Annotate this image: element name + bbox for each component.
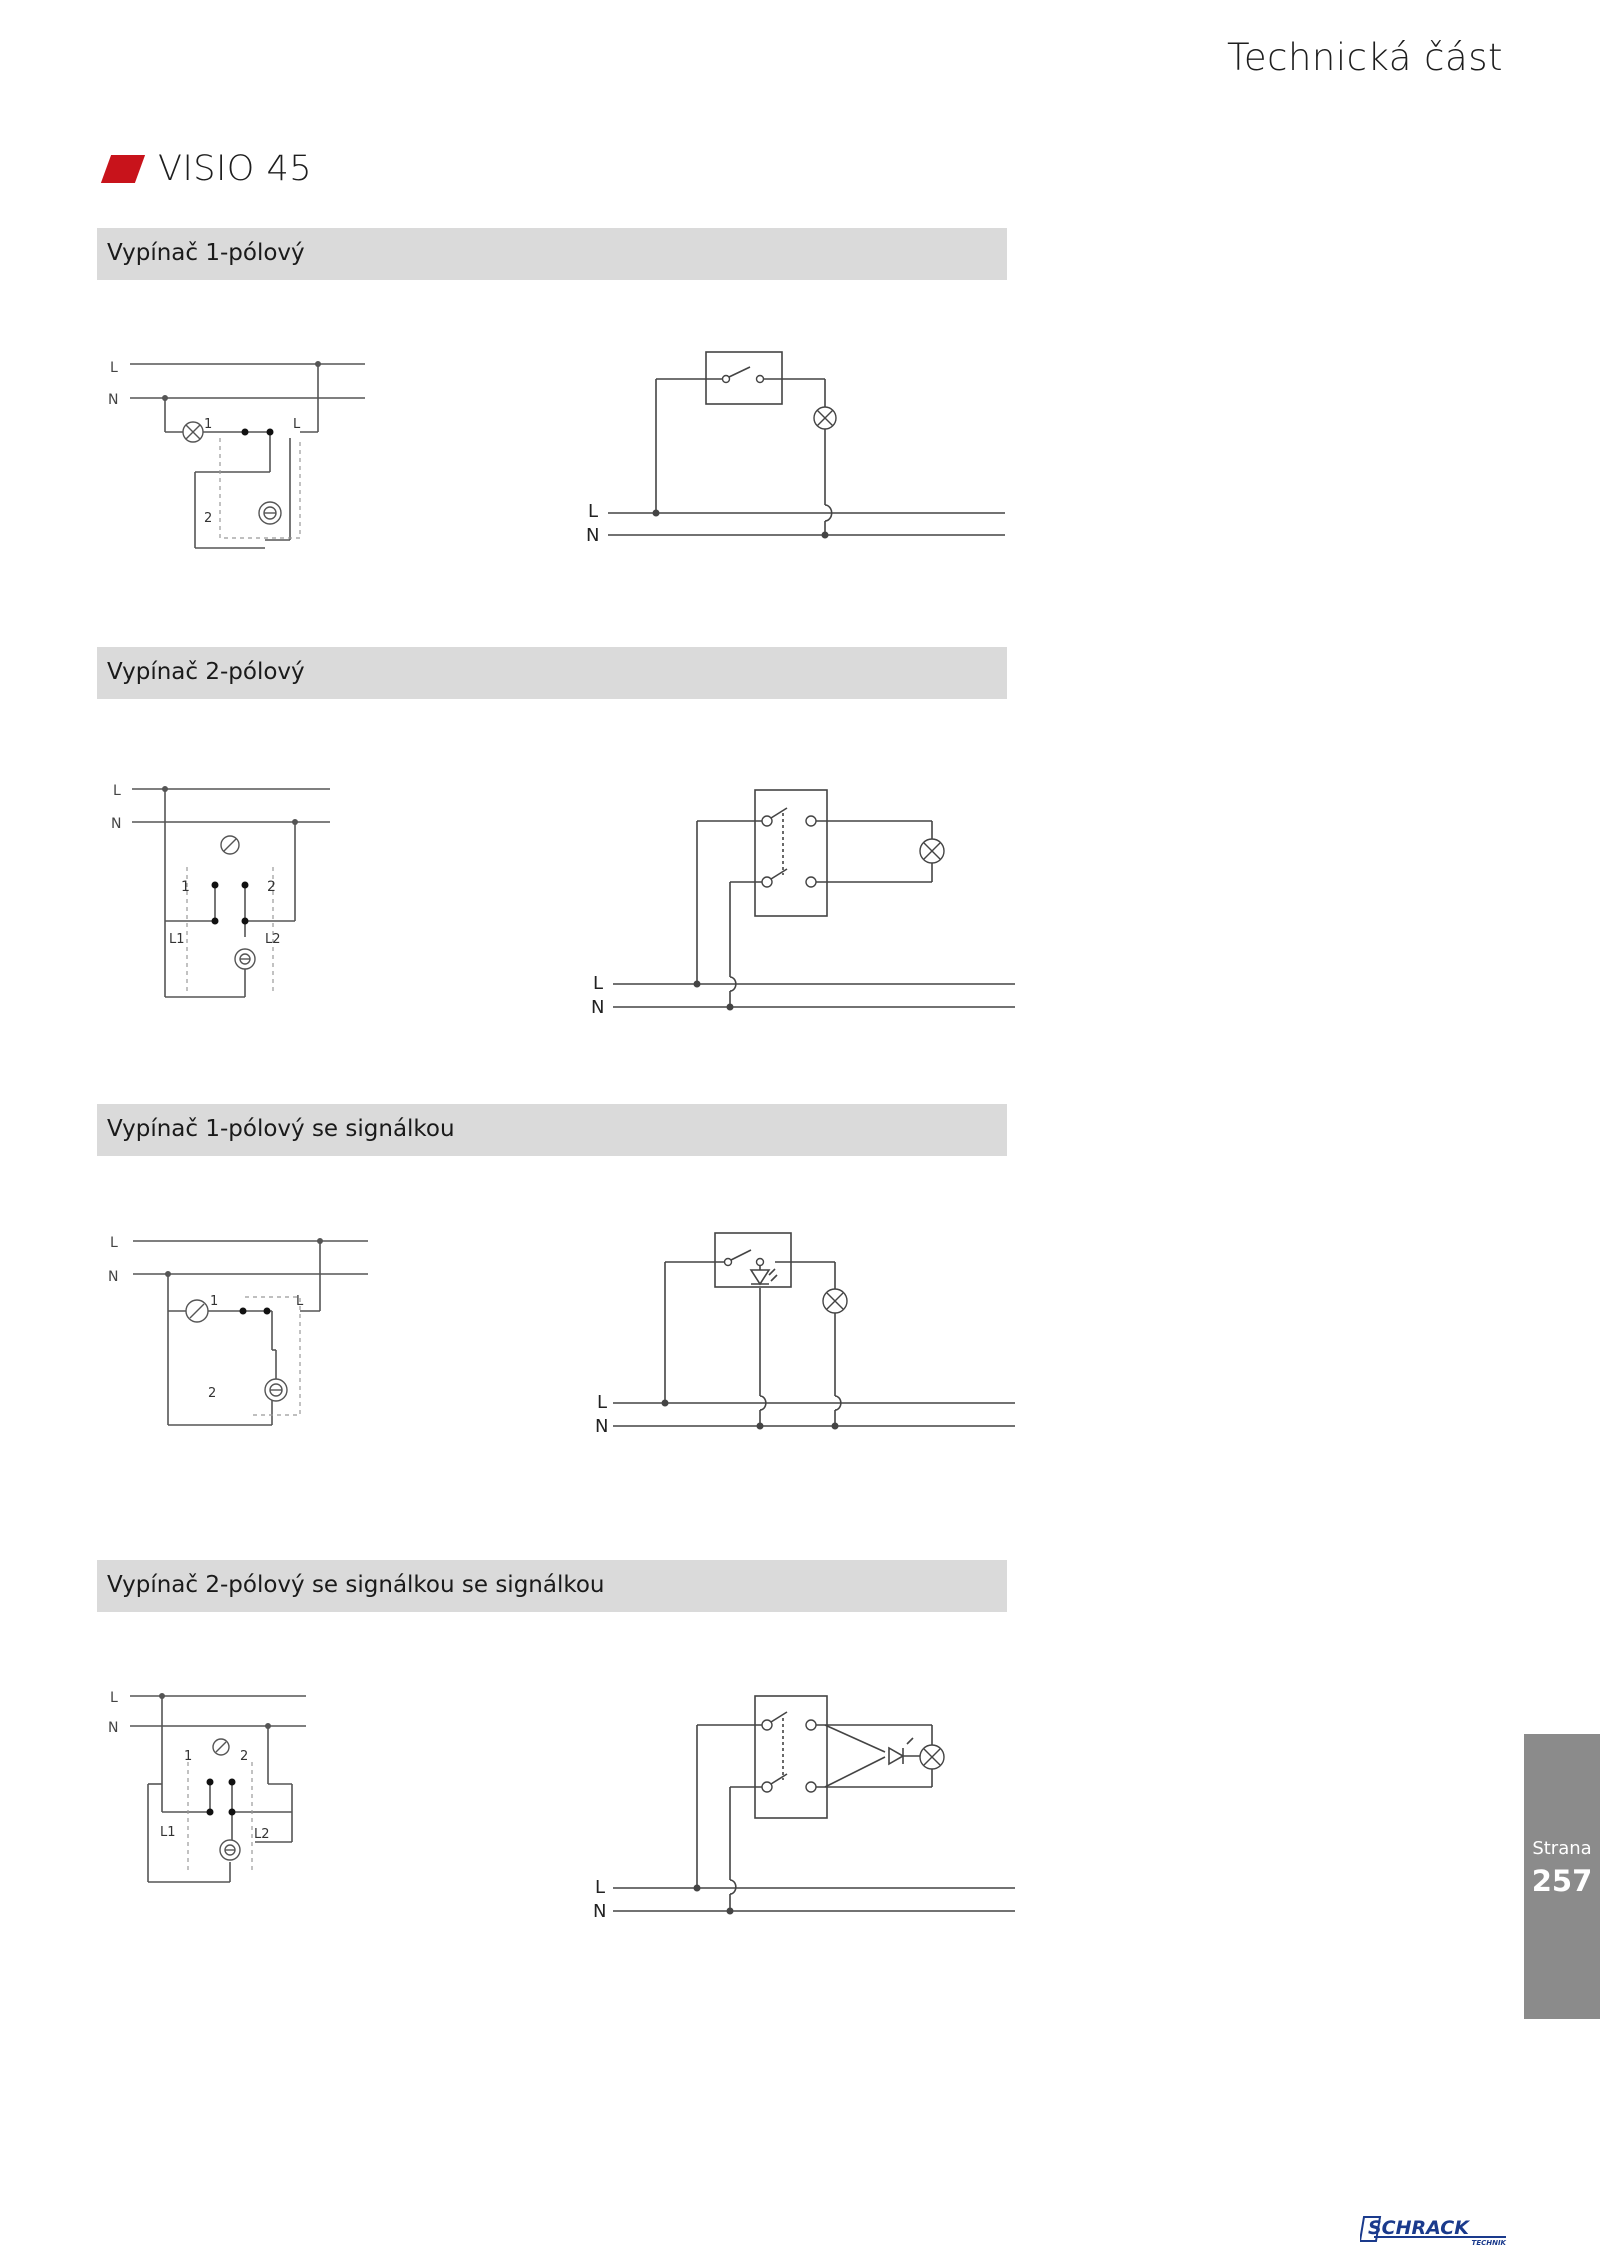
product-heading	[100, 144, 312, 194]
terminal-l1: L1	[160, 1825, 176, 1840]
section-title: Vypínač 1-pólový se signálkou	[107, 1116, 455, 1142]
terminal-l2: L2	[254, 1827, 270, 1842]
label-l: L	[110, 1690, 118, 1706]
wiring-diagram-2	[105, 775, 345, 1005]
logo-subtext: TECHNIK	[1471, 2239, 1506, 2245]
terminal-l2: L2	[265, 932, 281, 947]
terminal-l1: L1	[169, 932, 185, 947]
product-title: VISIO 45	[158, 149, 313, 189]
label-l: L	[110, 1235, 118, 1251]
schematic-2	[585, 785, 1020, 1020]
schrack-logo	[1360, 2215, 1508, 2245]
terminal-1: 1	[210, 1294, 219, 1309]
terminal-l: L	[293, 417, 301, 432]
wiring-diagram-3	[100, 1225, 380, 1435]
label-l: L	[113, 783, 121, 799]
terminal-2: 2	[204, 511, 213, 526]
label-l: L	[110, 360, 118, 376]
logo-text: SCHRACK	[1368, 2217, 1469, 2239]
terminal-1: 1	[204, 417, 213, 432]
label-n: N	[595, 1416, 609, 1437]
product-marker-icon	[101, 155, 145, 183]
terminal-2: 2	[240, 1749, 249, 1764]
label-n: N	[586, 525, 600, 546]
label-n: N	[111, 816, 122, 832]
label-n: N	[591, 997, 605, 1018]
wiring-diagram-4	[100, 1682, 325, 1892]
schematic-3	[585, 1228, 1020, 1437]
terminal-l: L	[296, 1294, 304, 1309]
label-n: N	[108, 1269, 119, 1285]
page-header-title: Technická část	[1227, 36, 1503, 79]
label-n: N	[108, 1720, 119, 1736]
section-header-1	[97, 228, 1007, 280]
section-header-3	[97, 1104, 1007, 1156]
section-header-2	[97, 647, 1007, 699]
terminal-1: 1	[184, 1749, 193, 1764]
terminal-2: 2	[208, 1386, 217, 1401]
terminal-2: 2	[267, 879, 276, 895]
label-l: L	[597, 1392, 608, 1413]
section-title: Vypínač 2-pólový	[107, 659, 305, 685]
section-title: Vypínač 2-pólový se signálkou se signálkou	[107, 1572, 605, 1598]
schematic-4	[585, 1692, 1020, 1922]
wiring-diagram-1	[100, 350, 380, 565]
label-l: L	[595, 1877, 606, 1898]
terminal-1: 1	[181, 879, 190, 895]
label-l: L	[588, 501, 599, 522]
page-number: 257	[1531, 1864, 1593, 1898]
section-title: Vypínač 1-pólový	[107, 240, 305, 266]
label-l: L	[593, 973, 604, 994]
section-header-4	[97, 1560, 1007, 1612]
page-number-tab	[1524, 1734, 1600, 2019]
page-label: Strana	[1532, 1838, 1592, 1859]
label-n: N	[108, 392, 119, 408]
schematic-1	[580, 345, 1010, 545]
label-n: N	[593, 1901, 607, 1922]
